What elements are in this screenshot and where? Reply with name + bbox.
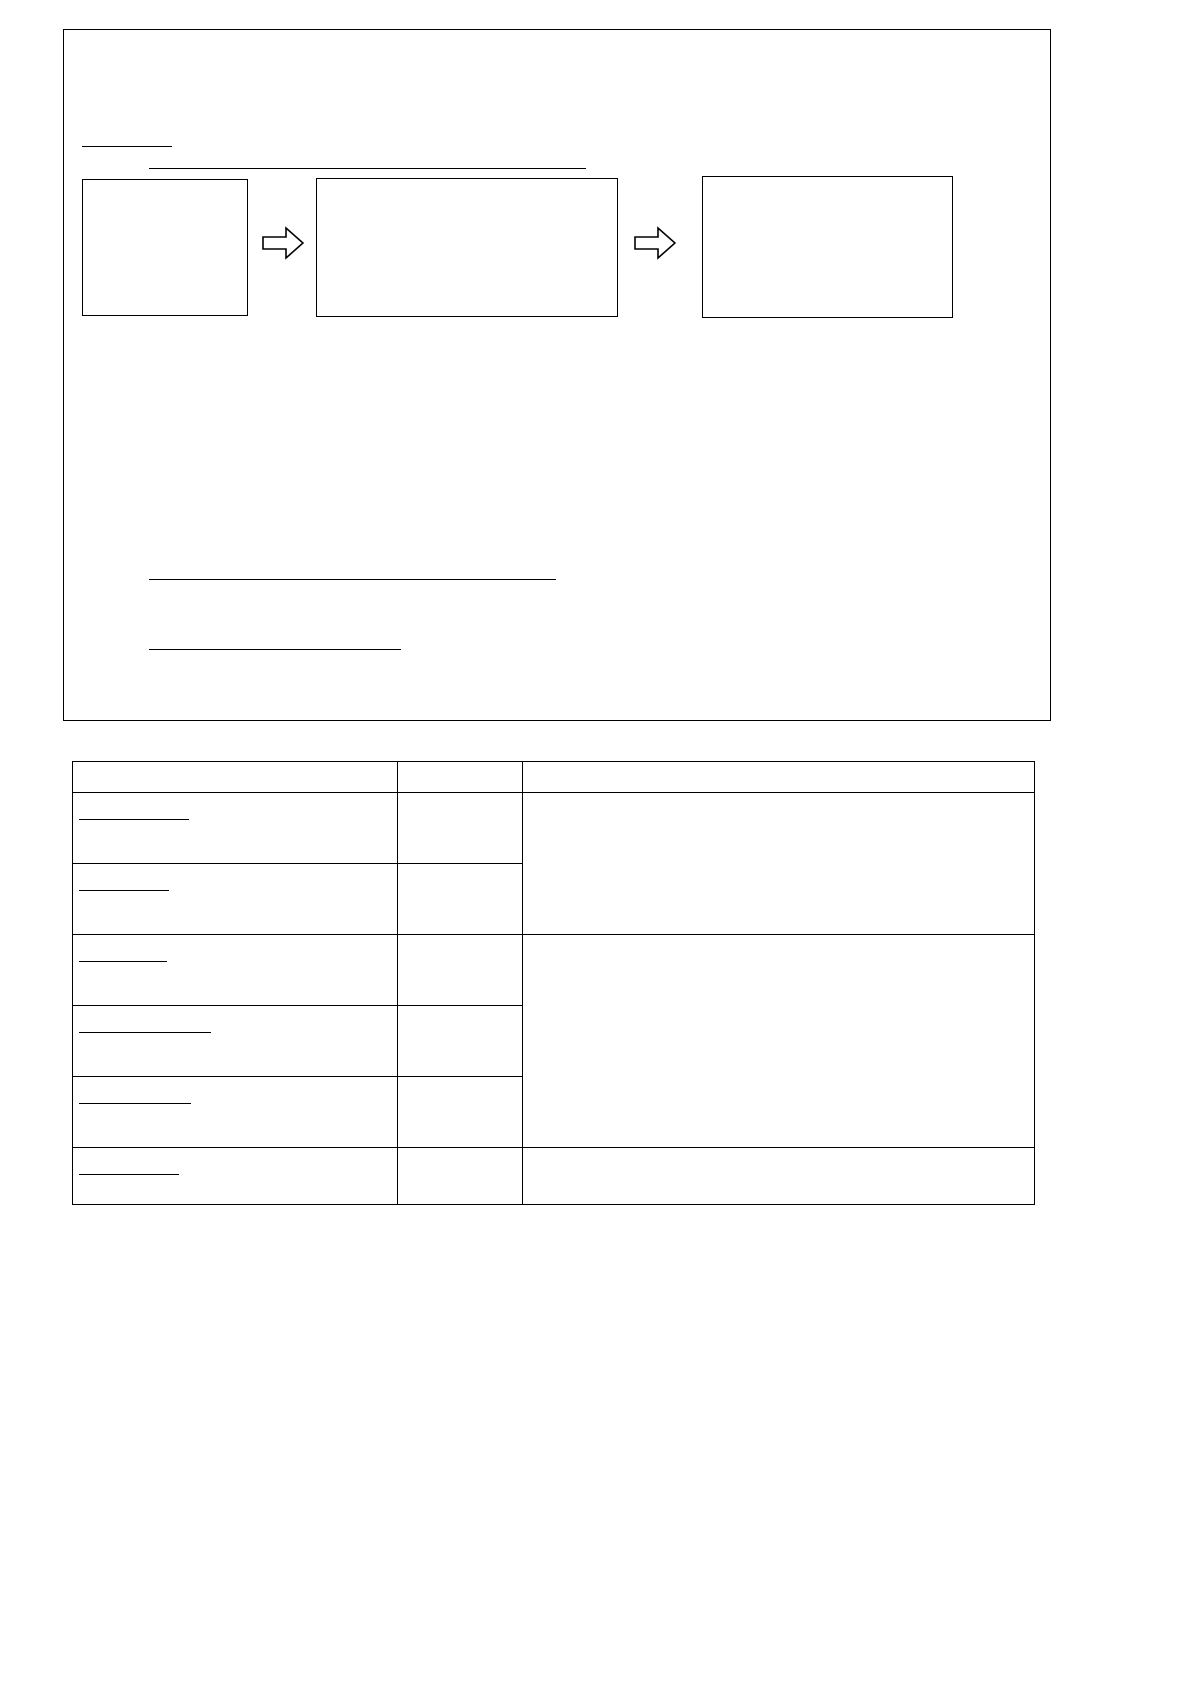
flow-box-1 xyxy=(82,179,248,316)
row-item-cell xyxy=(73,1006,398,1077)
flow-caption-underline xyxy=(149,168,586,169)
row-item-underline xyxy=(79,947,167,962)
table-row xyxy=(73,793,1035,864)
row-item-underline xyxy=(79,1018,211,1033)
process-flow-panel xyxy=(63,29,1051,721)
row-value-cell xyxy=(398,1006,523,1077)
row-item-underline xyxy=(79,1160,179,1175)
row-value-cell xyxy=(398,1148,523,1205)
row-remark-cell xyxy=(523,935,1035,1148)
table-header-row xyxy=(73,762,1035,793)
row-item-underline xyxy=(79,1089,191,1104)
flow-box-2 xyxy=(316,178,618,317)
row-item-cell xyxy=(73,1148,398,1205)
row-item-cell xyxy=(73,864,398,935)
row-value-cell xyxy=(398,1077,523,1148)
block-arrow-right-icon xyxy=(634,226,676,265)
block-arrow-right-icon xyxy=(262,226,304,265)
table-header-value xyxy=(398,762,523,793)
row-remark-cell xyxy=(523,1148,1035,1205)
note-underline-1 xyxy=(149,579,556,580)
table-row xyxy=(73,1148,1035,1205)
table-header-item xyxy=(73,762,398,793)
row-value-cell xyxy=(398,864,523,935)
row-item-cell xyxy=(73,935,398,1006)
row-remark-cell xyxy=(523,793,1035,935)
row-item-underline xyxy=(79,805,189,820)
panel-heading-underline xyxy=(82,146,172,147)
table-row xyxy=(73,935,1035,1006)
row-value-cell xyxy=(398,935,523,1006)
spec-table xyxy=(72,761,1035,1205)
table-header-remark xyxy=(523,762,1035,793)
flow-box-3 xyxy=(702,176,953,318)
row-item-cell xyxy=(73,1077,398,1148)
row-item-cell xyxy=(73,793,398,864)
row-item-underline xyxy=(79,876,169,891)
row-value-cell xyxy=(398,793,523,864)
note-underline-2 xyxy=(149,649,401,650)
